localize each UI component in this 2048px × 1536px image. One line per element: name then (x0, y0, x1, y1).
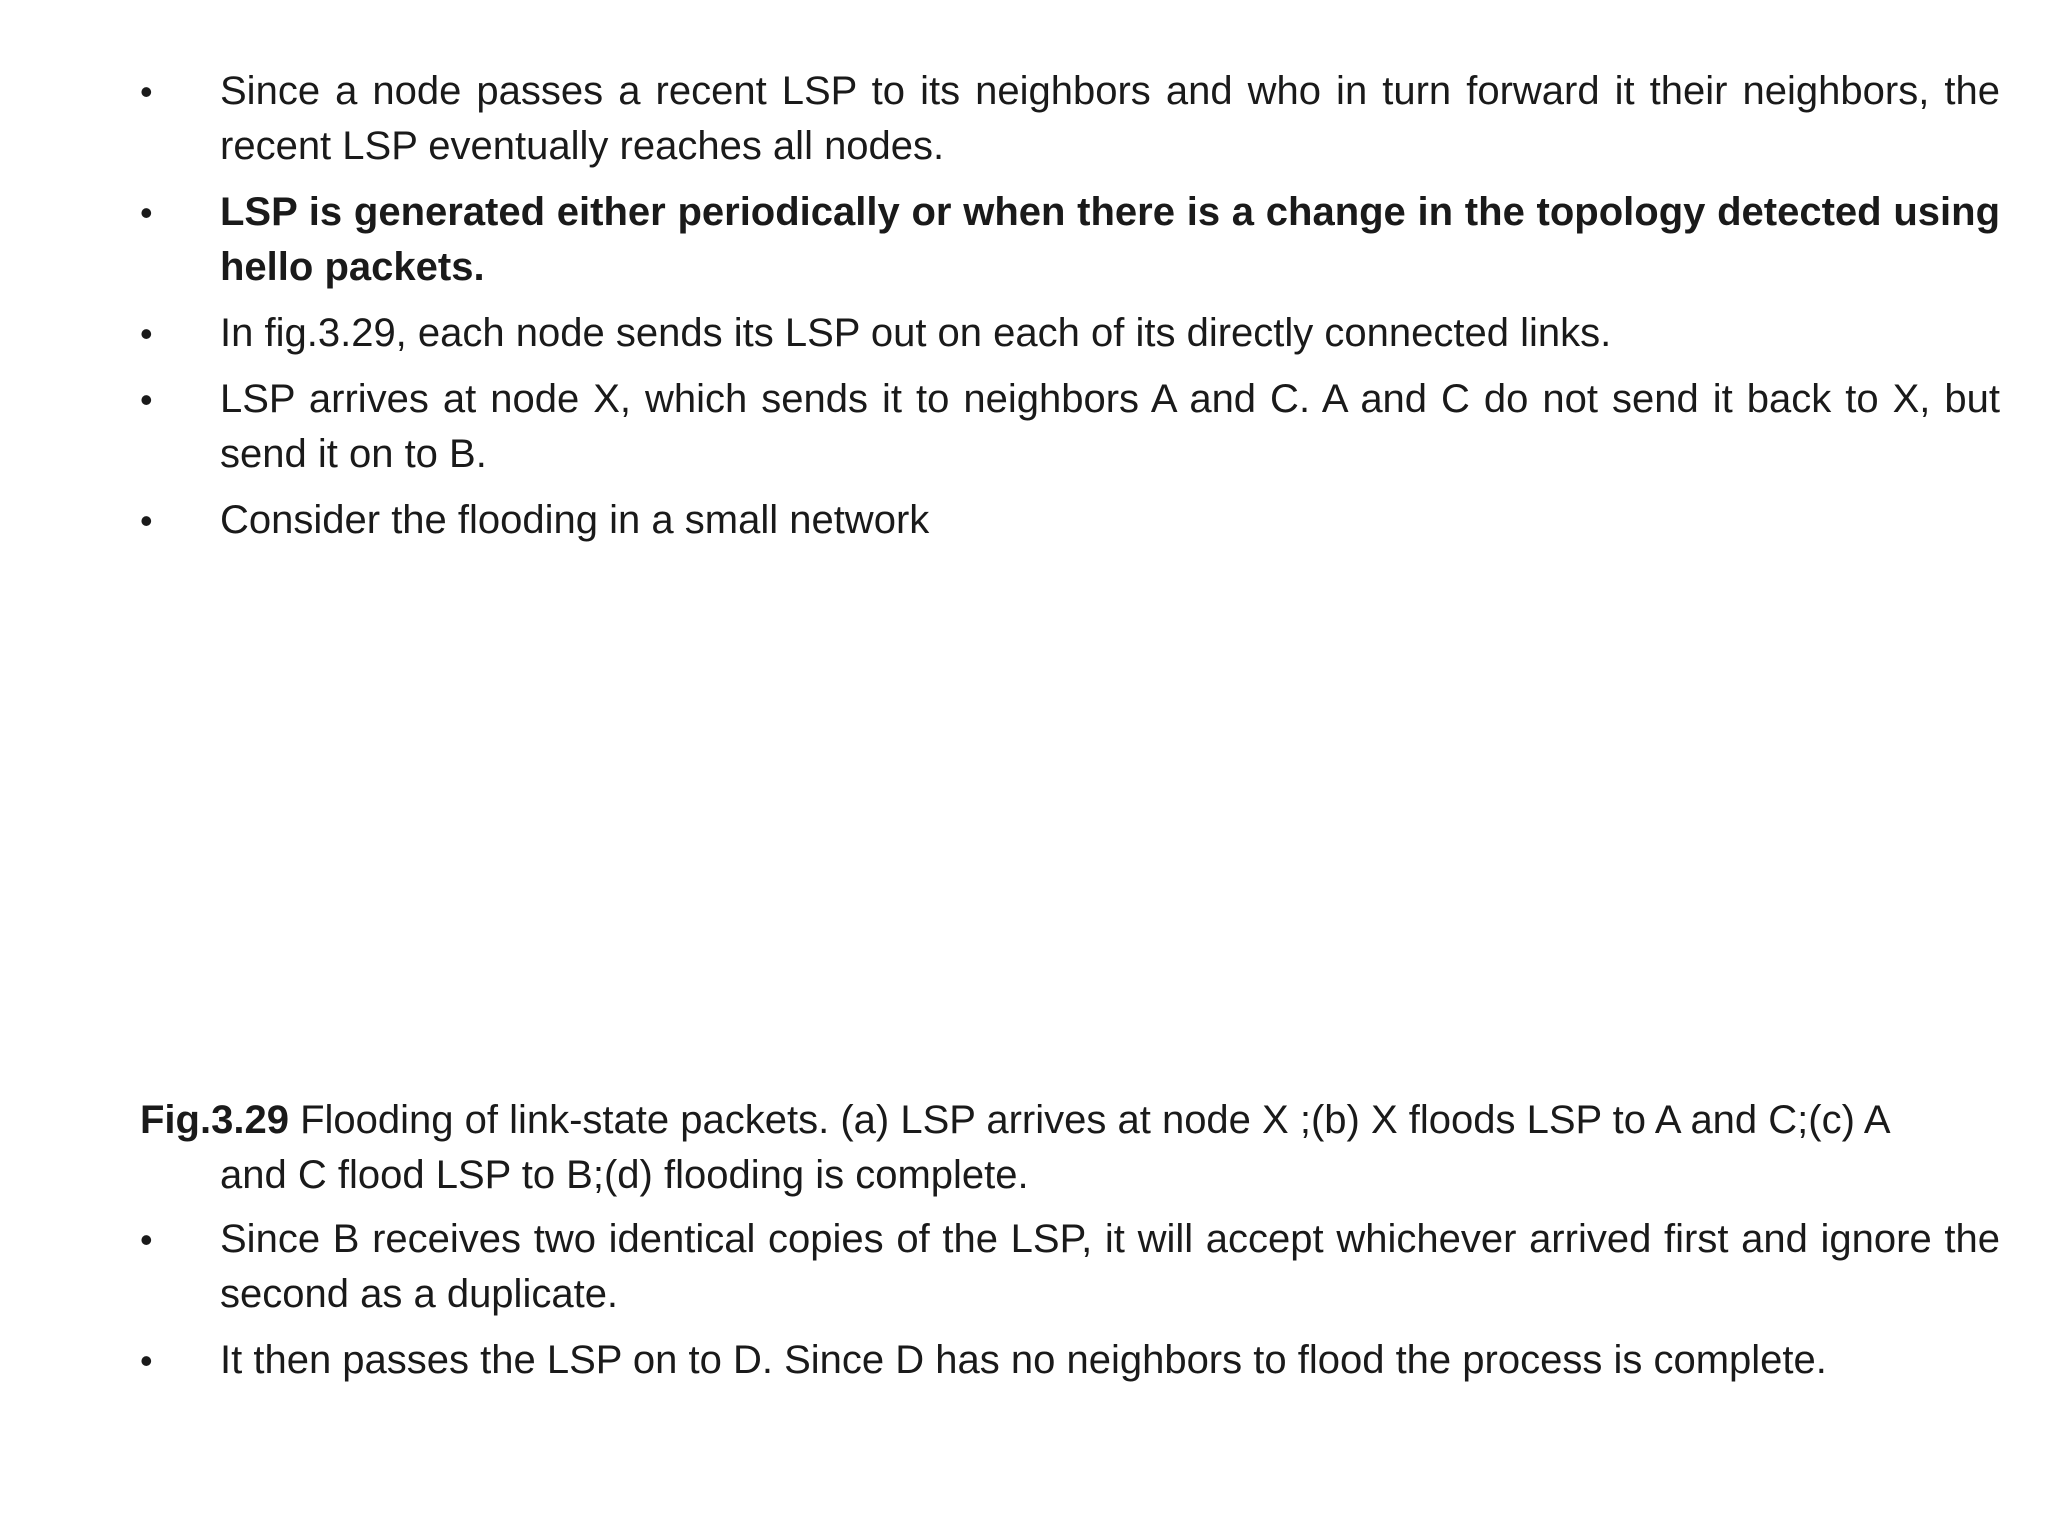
bullet-text: It then passes the LSP on to D. Since D has no neighbors to flood the process is complete. (220, 1338, 1827, 1382)
caption-line-2: and C flood LSP to B;(d) flooding is complete. (220, 1153, 1029, 1197)
bullet-list-top (140, 64, 2000, 559)
bullet-text: In fig.3.29, each node sends its LSP out on each of its directly connected links. (220, 311, 1612, 355)
caption-label: Fig.3.29 (140, 1098, 289, 1142)
bullet-item-bold (140, 185, 2000, 295)
bullet-item (140, 493, 2000, 548)
bullet-dot: • (140, 71, 153, 112)
bullet-dot: • (140, 500, 153, 541)
bullet-item (140, 1212, 2000, 1322)
bullet-text: Since a node passes a recent LSP to its neighbors and who in turn forward it their neighbors, the recent LSP eventually reaches all nodes. (220, 69, 2000, 168)
bullet-item (140, 306, 2000, 361)
bullet-text: LSP is generated either periodically or when there is a change in the topology detected using hello packets. (220, 190, 2000, 289)
bullet-text: LSP arrives at node X, which sends it to neighbors A and C. A and C do not send it back to X, but send it on to B. (220, 377, 2000, 476)
bullet-text: Consider the flooding in a small network (220, 498, 930, 542)
bullet-text: Since B receives two identical copies of the LSP, it will accept whichever arrived first and ignore the second as a duplicate. (220, 1217, 2000, 1316)
figure-placeholder (140, 560, 2000, 1100)
bullet-item (140, 372, 2000, 482)
caption-line-1 (140, 1093, 2000, 1148)
bullet-dot: • (140, 1219, 153, 1260)
bullet-dot: • (140, 379, 153, 420)
bullet-list-bottom (140, 1212, 2000, 1399)
bullet-dot: • (140, 1340, 153, 1381)
caption-text-1: Flooding of link-state packets. (a) LSP arrives at node X ;(b) X floods LSP to A and C;(c) A (288, 1098, 1891, 1142)
bullet-dot: • (140, 313, 153, 354)
bullet-item (140, 1333, 2000, 1388)
figure-caption (140, 1093, 2000, 1203)
bullet-dot: • (140, 192, 153, 233)
bullet-item (140, 64, 2000, 174)
